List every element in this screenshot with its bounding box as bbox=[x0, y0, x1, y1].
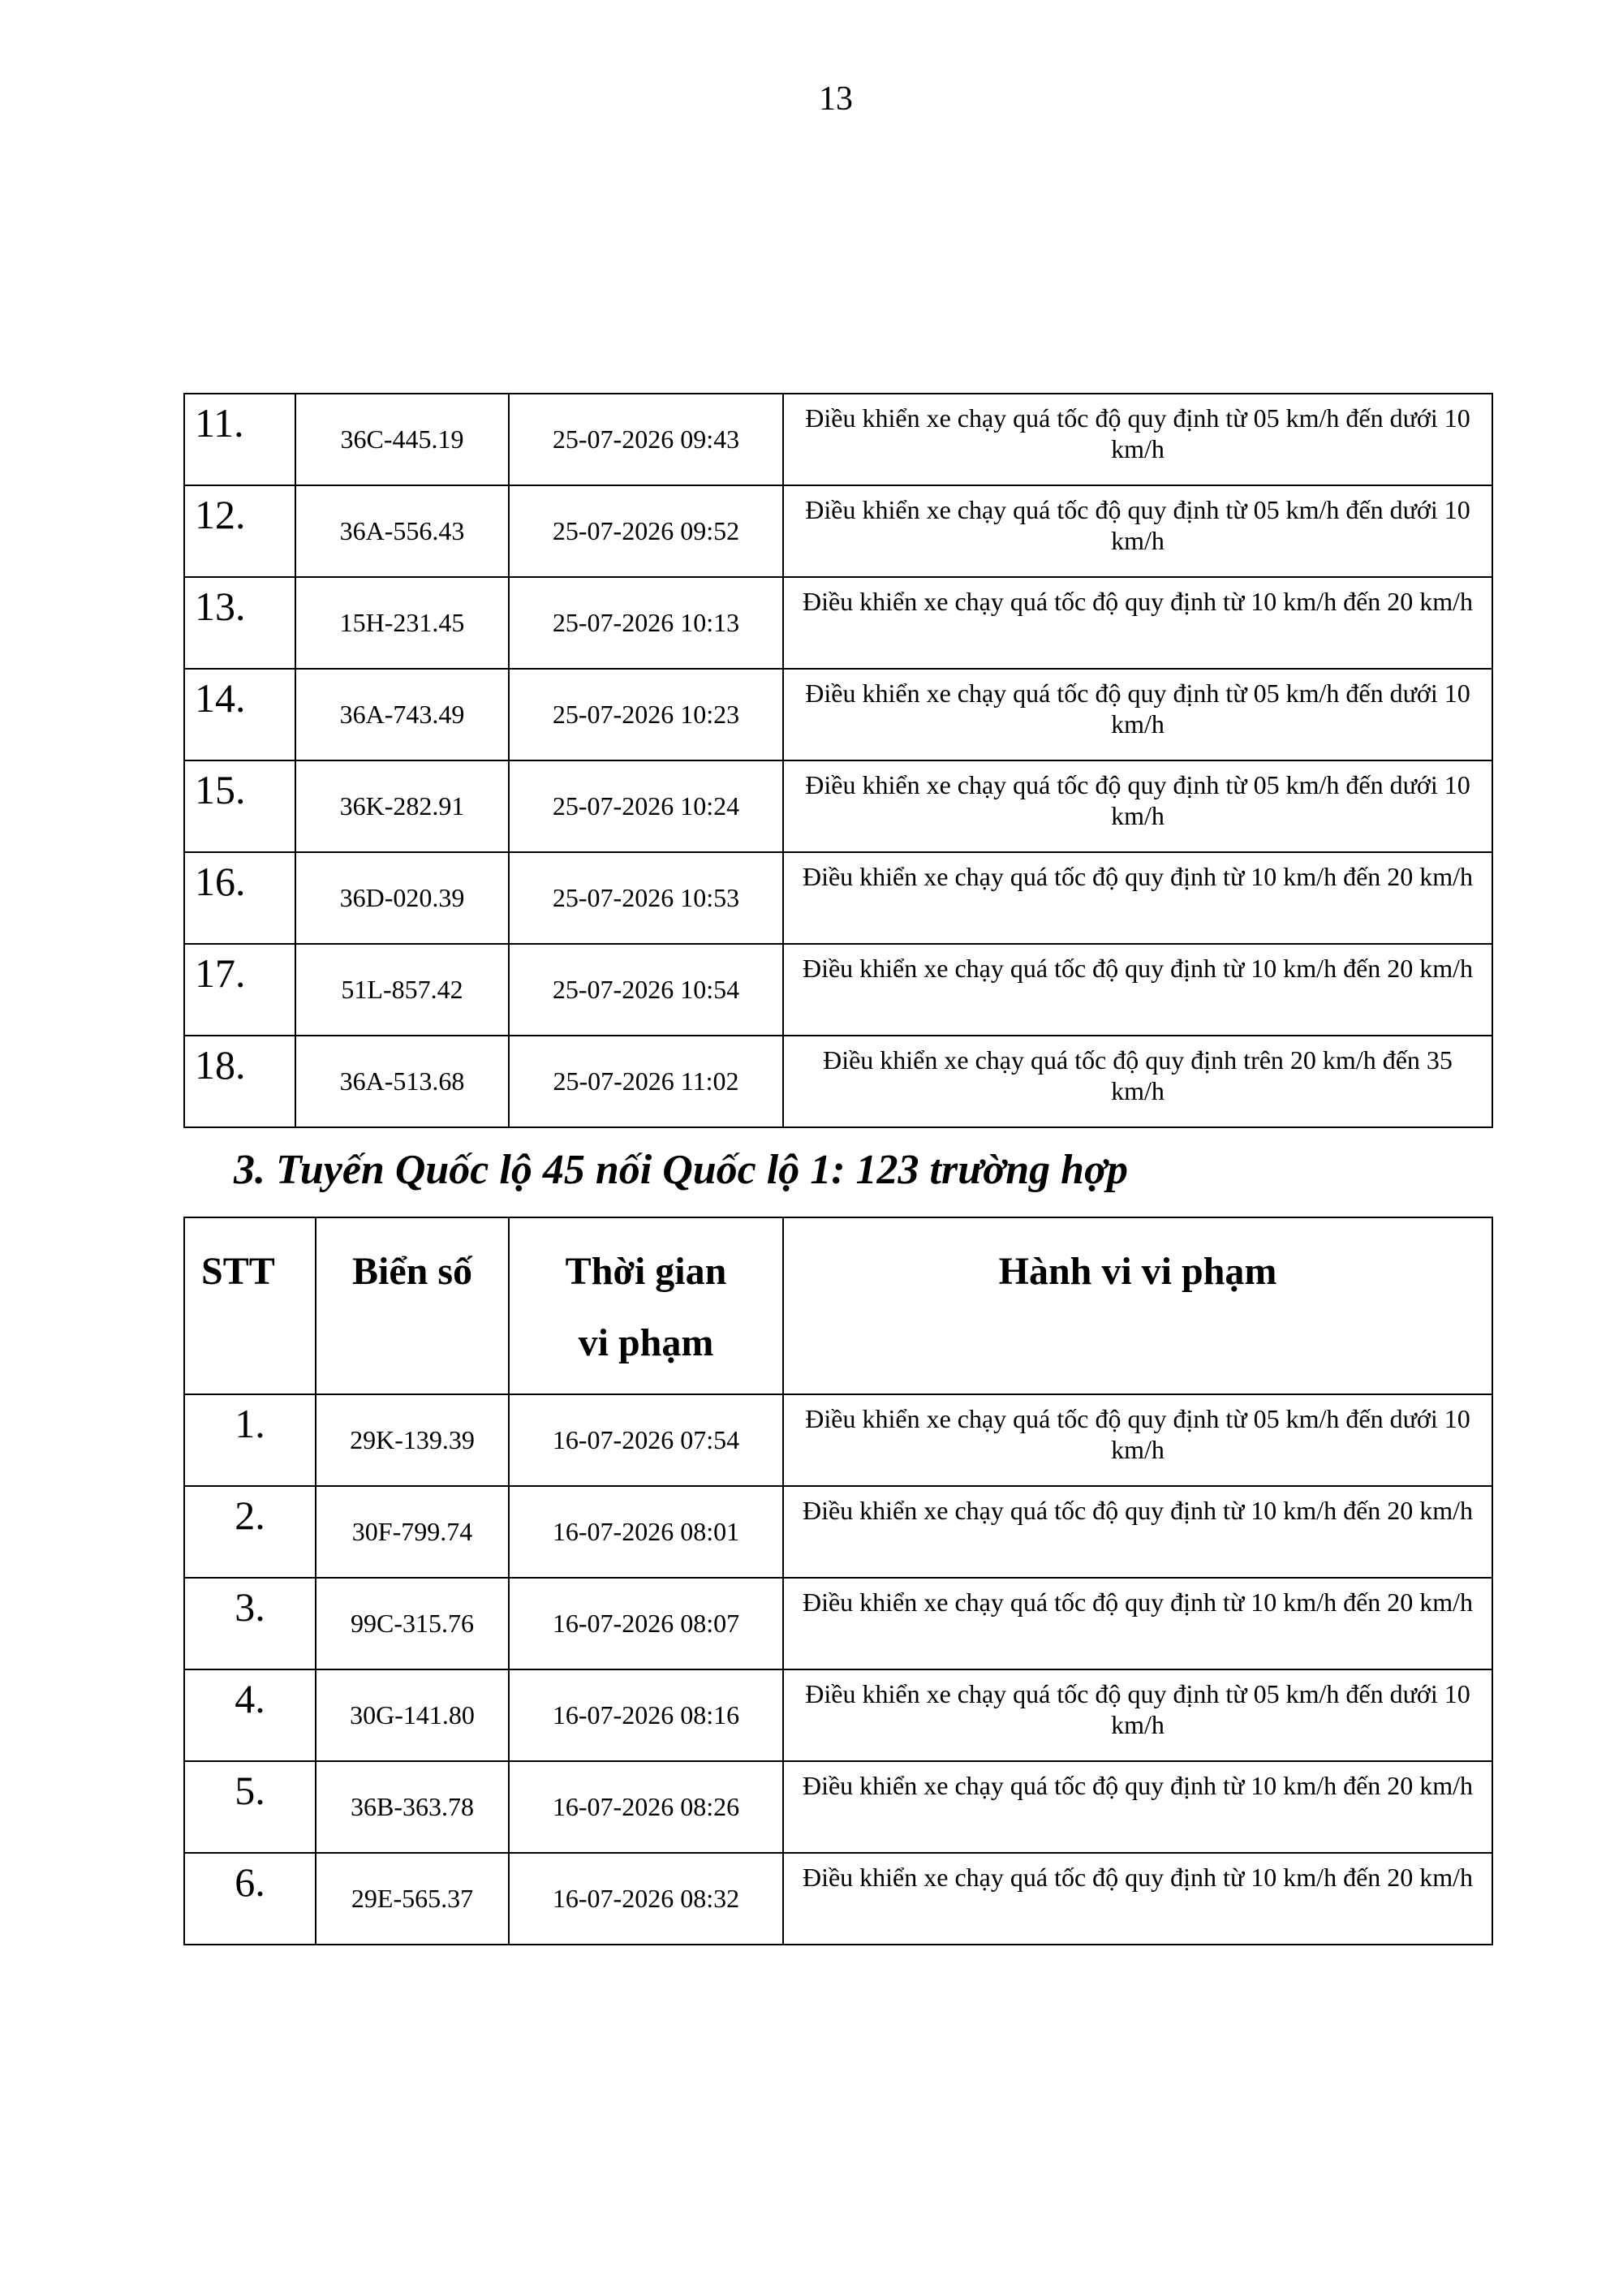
time-cell: 25-07-2026 09:52 bbox=[509, 485, 783, 577]
table-row bbox=[184, 1394, 1492, 1486]
header-time-line2: vi phạm bbox=[578, 1321, 714, 1364]
plate-cell: 36C-445.19 bbox=[295, 394, 509, 485]
violation-cell: Điều khiển xe chạy quá tốc độ quy định từ 10 km/h đến 20 km/h bbox=[783, 577, 1492, 669]
violation-cell: Điều khiển xe chạy quá tốc độ quy định từ 10 km/h đến 20 km/h bbox=[783, 1853, 1492, 1945]
table-row bbox=[184, 1761, 1492, 1853]
stt-cell: 11. bbox=[184, 394, 295, 485]
violation-cell: Điều khiển xe chạy quá tốc độ quy định từ 10 km/h đến 20 km/h bbox=[783, 852, 1492, 944]
time-cell: 16-07-2026 08:16 bbox=[509, 1669, 783, 1761]
plate-cell: 30F-799.74 bbox=[316, 1486, 509, 1578]
time-cell: 25-07-2026 10:23 bbox=[509, 669, 783, 760]
violation-cell: Điều khiển xe chạy quá tốc độ quy định từ 05 km/h đến dưới 10 km/h bbox=[783, 485, 1492, 577]
time-cell: 16-07-2026 08:32 bbox=[509, 1853, 783, 1945]
violations-table-ql45 bbox=[183, 1217, 1493, 1945]
time-cell: 25-07-2026 10:24 bbox=[509, 760, 783, 852]
plate-cell: 36A-556.43 bbox=[295, 485, 509, 577]
time-cell: 25-07-2026 10:54 bbox=[509, 944, 783, 1036]
table-row bbox=[184, 1486, 1492, 1578]
table-header-row bbox=[184, 1217, 1492, 1394]
table-row bbox=[184, 1853, 1492, 1945]
violation-cell: Điều khiển xe chạy quá tốc độ quy định từ 10 km/h đến 20 km/h bbox=[783, 944, 1492, 1036]
page-number: 13 bbox=[819, 80, 853, 118]
plate-cell: 36D-020.39 bbox=[295, 852, 509, 944]
plate-cell: 51L-857.42 bbox=[295, 944, 509, 1036]
violation-cell: Điều khiển xe chạy quá tốc độ quy định từ 05 km/h đến dưới 10 km/h bbox=[783, 394, 1492, 485]
violation-cell: Điều khiển xe chạy quá tốc độ quy định trên 20 km/h đến 35 km/h bbox=[783, 1036, 1492, 1127]
table-row bbox=[184, 394, 1492, 485]
time-cell: 25-07-2026 10:53 bbox=[509, 852, 783, 944]
section-title: 3. Tuyến Quốc lộ 45 nối Quốc lộ 1: 123 trường hợp bbox=[234, 1147, 1129, 1193]
plate-cell: 36B-363.78 bbox=[316, 1761, 509, 1853]
stt-cell: 18. bbox=[184, 1036, 295, 1127]
violation-cell: Điều khiển xe chạy quá tốc độ quy định từ 05 km/h đến dưới 10 km/h bbox=[783, 760, 1492, 852]
table-row bbox=[184, 669, 1492, 760]
time-cell: 16-07-2026 08:07 bbox=[509, 1578, 783, 1669]
stt-cell: 6. bbox=[184, 1853, 316, 1945]
stt-cell: 5. bbox=[184, 1761, 316, 1853]
plate-cell: 36A-743.49 bbox=[295, 669, 509, 760]
table-row bbox=[184, 760, 1492, 852]
plate-cell: 29E-565.37 bbox=[316, 1853, 509, 1945]
header-time-line1: Thời gian bbox=[565, 1250, 727, 1293]
stt-cell: 2. bbox=[184, 1486, 316, 1578]
time-cell: 16-07-2026 08:01 bbox=[509, 1486, 783, 1578]
stt-cell: 3. bbox=[184, 1578, 316, 1669]
time-cell: 16-07-2026 07:54 bbox=[509, 1394, 783, 1486]
plate-cell: 36K-282.91 bbox=[295, 760, 509, 852]
header-stt: STT bbox=[184, 1217, 316, 1394]
violation-cell: Điều khiển xe chạy quá tốc độ quy định từ 05 km/h đến dưới 10 km/h bbox=[783, 669, 1492, 760]
violations-table-continued bbox=[183, 393, 1493, 1128]
table-row bbox=[184, 485, 1492, 577]
table-row bbox=[184, 1669, 1492, 1761]
violation-cell: Điều khiển xe chạy quá tốc độ quy định từ 10 km/h đến 20 km/h bbox=[783, 1486, 1492, 1578]
table-row bbox=[184, 577, 1492, 669]
violation-cell: Điều khiển xe chạy quá tốc độ quy định từ 05 km/h đến dưới 10 km/h bbox=[783, 1669, 1492, 1761]
stt-cell: 16. bbox=[184, 852, 295, 944]
time-cell: 25-07-2026 10:13 bbox=[509, 577, 783, 669]
stt-cell: 14. bbox=[184, 669, 295, 760]
stt-cell: 15. bbox=[184, 760, 295, 852]
header-violation: Hành vi vi phạm bbox=[783, 1217, 1492, 1394]
stt-cell: 4. bbox=[184, 1669, 316, 1761]
time-cell: 16-07-2026 08:26 bbox=[509, 1761, 783, 1853]
plate-cell: 36A-513.68 bbox=[295, 1036, 509, 1127]
header-time bbox=[509, 1217, 783, 1394]
stt-cell: 12. bbox=[184, 485, 295, 577]
plate-cell: 99C-315.76 bbox=[316, 1578, 509, 1669]
stt-cell: 17. bbox=[184, 944, 295, 1036]
violation-cell: Điều khiển xe chạy quá tốc độ quy định từ 10 km/h đến 20 km/h bbox=[783, 1578, 1492, 1669]
stt-cell: 13. bbox=[184, 577, 295, 669]
table-row bbox=[184, 852, 1492, 944]
violation-cell: Điều khiển xe chạy quá tốc độ quy định từ 10 km/h đến 20 km/h bbox=[783, 1761, 1492, 1853]
plate-cell: 30G-141.80 bbox=[316, 1669, 509, 1761]
stt-cell: 1. bbox=[184, 1394, 316, 1486]
plate-cell: 29K-139.39 bbox=[316, 1394, 509, 1486]
time-cell: 25-07-2026 09:43 bbox=[509, 394, 783, 485]
table-row bbox=[184, 1036, 1492, 1127]
violation-cell: Điều khiển xe chạy quá tốc độ quy định từ 05 km/h đến dưới 10 km/h bbox=[783, 1394, 1492, 1486]
table-row bbox=[184, 1578, 1492, 1669]
time-cell: 25-07-2026 11:02 bbox=[509, 1036, 783, 1127]
table-row bbox=[184, 944, 1492, 1036]
header-plate: Biển số bbox=[316, 1217, 509, 1394]
plate-cell: 15H-231.45 bbox=[295, 577, 509, 669]
